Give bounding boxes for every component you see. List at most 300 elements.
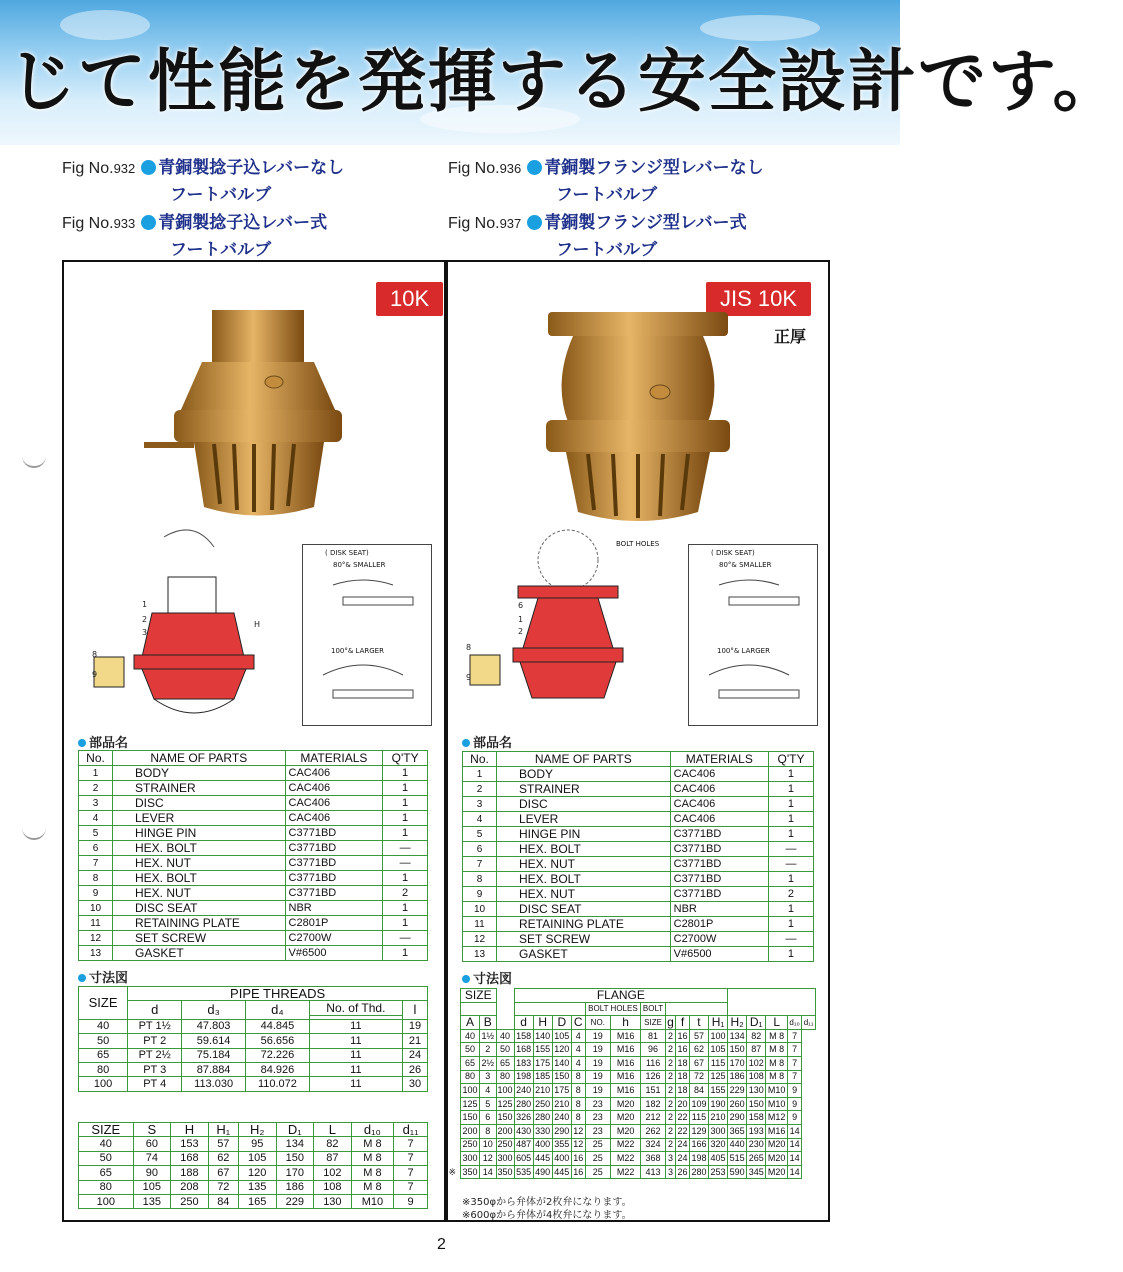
spacer xyxy=(496,989,514,1030)
table-header-cell: d₁₁ xyxy=(394,1123,428,1137)
table-cell: 47.803 xyxy=(182,1019,246,1033)
table-cell: 260 xyxy=(728,1097,747,1111)
table-cell: 120 xyxy=(552,1043,571,1057)
table-cell: 14 xyxy=(788,1138,802,1152)
table-cell: 12 xyxy=(480,1152,496,1166)
table-cell: 16 xyxy=(676,1043,690,1057)
table-cell: 26 xyxy=(402,1062,427,1076)
part-no: 12 xyxy=(79,931,113,946)
table-header-cell: SIZE xyxy=(641,1016,666,1030)
part-material: NBR xyxy=(670,902,768,917)
table-row xyxy=(79,931,428,946)
table-cell: 320 xyxy=(709,1138,728,1152)
note-2: ※600φから弁体が4枚弁になります。 xyxy=(462,1210,632,1221)
table-cell: 345 xyxy=(747,1165,766,1179)
table-cell: 8 xyxy=(480,1124,496,1138)
table-row xyxy=(79,901,428,916)
part-material: C3771BD xyxy=(670,842,768,857)
table-row xyxy=(461,1070,816,1084)
flange-col-size-spacer xyxy=(461,1002,497,1016)
table-row xyxy=(79,811,428,826)
thread-col-d: d xyxy=(128,1001,182,1019)
part-name: HINGE PIN xyxy=(113,826,286,841)
part-name: DISC SEAT xyxy=(113,901,286,916)
table-cell: 140 xyxy=(552,1056,571,1070)
table-cell: 300 xyxy=(709,1124,728,1138)
small-size-label: 80°& SMALLER xyxy=(719,561,772,569)
table-cell: 300 xyxy=(461,1152,480,1166)
table-cell: 12 xyxy=(571,1138,585,1152)
table-cell: 3 xyxy=(665,1165,675,1179)
part-material: CAC406 xyxy=(670,797,768,812)
table-cell: M 8 xyxy=(766,1070,788,1084)
table-cell: 175 xyxy=(533,1056,552,1070)
table-row xyxy=(79,781,428,796)
parts-title: 部品名 xyxy=(462,732,512,751)
part-no: 11 xyxy=(463,917,497,932)
asterisk-mark: ※ xyxy=(448,1166,457,1177)
table-cell: 166 xyxy=(689,1138,708,1152)
table-row xyxy=(79,916,428,931)
part-name: DISC xyxy=(113,796,286,811)
table-row xyxy=(463,932,814,947)
part-material: C3771BD xyxy=(285,826,383,841)
table-cell: 265 xyxy=(747,1152,766,1166)
table-header-cell: NO. xyxy=(585,1016,610,1030)
part-qty: 1 xyxy=(383,766,428,781)
table-cell: 229 xyxy=(276,1194,314,1208)
table-cell: 193 xyxy=(747,1124,766,1138)
table-cell: 7 xyxy=(788,1056,802,1070)
table-cell: 326 xyxy=(514,1111,533,1125)
table-cell: 65 xyxy=(496,1056,514,1070)
part-material: V#6500 xyxy=(285,946,383,961)
flange-col-flange: FLANGE xyxy=(514,989,728,1003)
thread-col-thd: No. of Thd. xyxy=(309,1001,402,1015)
page-number: 2 xyxy=(437,1236,446,1253)
bullet-icon xyxy=(141,215,156,230)
part-no: 10 xyxy=(79,901,113,916)
table-cell: M 8 xyxy=(351,1166,393,1180)
bullet-icon xyxy=(462,975,470,983)
table-cell: M16 xyxy=(610,1084,640,1098)
part-no: 5 xyxy=(463,827,497,842)
table-cell: 115 xyxy=(689,1111,708,1125)
bolt-holes-label: BOLT HOLES xyxy=(616,540,660,548)
table-cell: 108 xyxy=(747,1070,766,1084)
table-cell: 1½ xyxy=(480,1029,496,1043)
table-cell: 62 xyxy=(208,1151,238,1165)
table-cell: 24 xyxy=(676,1138,690,1152)
table-cell: M16 xyxy=(610,1070,640,1084)
table-cell: 2 xyxy=(665,1138,675,1152)
table-cell: 168 xyxy=(171,1151,209,1165)
part-qty: 1 xyxy=(768,827,813,842)
fig-prefix: Fig No. xyxy=(62,215,114,232)
table-header-cell: D xyxy=(552,1016,571,1030)
part-no: 6 xyxy=(463,842,497,857)
part-qty: 2 xyxy=(383,886,428,901)
table-cell: M20 xyxy=(766,1152,788,1166)
table-cell: 23 xyxy=(585,1111,610,1125)
table-cell: 487 xyxy=(514,1138,533,1152)
table-cell: 2 xyxy=(665,1124,675,1138)
table-cell: 100 xyxy=(79,1194,134,1208)
table-cell: M20 xyxy=(766,1165,788,1179)
table-cell: 165 xyxy=(238,1194,276,1208)
fig-subname: フートバルブ xyxy=(170,185,272,205)
part-no: 4 xyxy=(463,812,497,827)
table-cell: 105 xyxy=(133,1180,171,1194)
table-cell: 24 xyxy=(402,1048,427,1062)
table-header-cell: H₂ xyxy=(238,1123,276,1137)
banner-headline: じて性能を発揮する安全設計です。 xyxy=(8,43,1123,122)
fig-label-937 xyxy=(448,208,747,260)
part-qty: 1 xyxy=(383,796,428,811)
table-cell: 250 xyxy=(496,1138,514,1152)
table-cell: 3 xyxy=(665,1152,675,1166)
table-cell: 74 xyxy=(133,1151,171,1165)
table-cell: 605 xyxy=(514,1152,533,1166)
part-qty: 1 xyxy=(768,797,813,812)
table-cell: 153 xyxy=(171,1137,209,1151)
binder-hole xyxy=(22,456,46,468)
table-header-cell: d₁₀ xyxy=(788,1016,802,1030)
part-qty: 1 xyxy=(383,901,428,916)
table-cell: 12 xyxy=(571,1124,585,1138)
disk-seat-detail xyxy=(688,544,818,726)
table-cell: 229 xyxy=(728,1084,747,1098)
part-qty: 1 xyxy=(383,946,428,961)
part-material: CAC406 xyxy=(670,782,768,797)
table-cell: 59.614 xyxy=(182,1034,246,1048)
part-material: CAC406 xyxy=(670,812,768,827)
table-cell: 330 xyxy=(533,1124,552,1138)
table-cell: 16 xyxy=(571,1165,585,1179)
table-cell: 2 xyxy=(665,1056,675,1070)
table-cell: 14 xyxy=(480,1165,496,1179)
table-cell: 24 xyxy=(676,1152,690,1166)
part-name: SET SCREW xyxy=(113,931,286,946)
table-cell: 253 xyxy=(709,1165,728,1179)
table-cell: 6 xyxy=(480,1111,496,1125)
table-row xyxy=(79,766,428,781)
table-cell: 280 xyxy=(514,1097,533,1111)
table-header-cell: H₁ xyxy=(709,1016,728,1030)
flange-table xyxy=(448,987,816,1179)
part-qty: 1 xyxy=(768,902,813,917)
svg-text:H: H xyxy=(254,620,261,629)
table-cell: 8 xyxy=(571,1097,585,1111)
table-cell: 40 xyxy=(461,1029,480,1043)
table-cell: 151 xyxy=(641,1084,666,1098)
part-name: BODY xyxy=(497,767,671,782)
table-row xyxy=(463,797,814,812)
threaded-valve-photo xyxy=(154,292,354,527)
part-no: 7 xyxy=(79,856,113,871)
table-cell: 355 xyxy=(552,1138,571,1152)
table-row xyxy=(463,857,814,872)
part-name: RETAINING PLATE xyxy=(497,917,671,932)
table-row xyxy=(79,1194,428,1208)
table-cell: 130 xyxy=(747,1084,766,1098)
table-cell: 324 xyxy=(641,1138,666,1152)
table-cell: 90 xyxy=(133,1166,171,1180)
table-cell: 8 xyxy=(571,1111,585,1125)
part-name: HEX. BOLT xyxy=(497,872,671,887)
table-cell: 109 xyxy=(689,1097,708,1111)
flange-col-blank2 xyxy=(514,1002,585,1016)
table-cell: 170 xyxy=(276,1166,314,1180)
part-qty: — xyxy=(768,842,813,857)
fig-name: 青銅製捻子込レバー式 xyxy=(158,213,328,233)
table-cell: 405 xyxy=(709,1152,728,1166)
fig-number: 936 xyxy=(499,161,522,176)
table-cell: 22 xyxy=(676,1124,690,1138)
table-cell: PT 1½ xyxy=(128,1019,182,1033)
table-header-cell: d xyxy=(514,1016,533,1030)
part-name: LEVER xyxy=(497,812,671,827)
fig-name: 青銅製フランジ型レバー式 xyxy=(544,213,747,233)
table-cell: 108 xyxy=(314,1180,352,1194)
table-cell: PT 2 xyxy=(128,1034,182,1048)
table-cell: 11 xyxy=(309,1077,402,1091)
part-no: 13 xyxy=(463,947,497,962)
table-row xyxy=(461,1084,816,1098)
svg-text:8: 8 xyxy=(466,643,472,652)
parts-table-right xyxy=(462,751,814,962)
table-header-cell: S xyxy=(133,1123,171,1137)
table-cell: 430 xyxy=(514,1124,533,1138)
table-cell: 200 xyxy=(461,1124,480,1138)
table-row xyxy=(79,796,428,811)
part-name: BODY xyxy=(113,766,286,781)
table-cell: 125 xyxy=(461,1097,480,1111)
table-cell: 125 xyxy=(496,1097,514,1111)
part-material: C2700W xyxy=(670,932,768,947)
table-cell: 134 xyxy=(276,1137,314,1151)
disk-seat-label: ( DISK SEAT) xyxy=(711,549,755,557)
table-cell: 110.072 xyxy=(246,1077,310,1091)
table-cell: 125 xyxy=(709,1070,728,1084)
part-name: STRAINER xyxy=(113,781,286,796)
table-cell: 25 xyxy=(585,1138,610,1152)
table-cell: 67 xyxy=(689,1056,708,1070)
table-cell: 134 xyxy=(728,1029,747,1043)
svg-text:6: 6 xyxy=(518,601,524,610)
col-materials: MATERIALS xyxy=(285,751,383,766)
table-cell: 250 xyxy=(171,1194,209,1208)
table-cell: 57 xyxy=(689,1029,708,1043)
table-cell: 400 xyxy=(533,1138,552,1152)
dims-title: 寸法図 xyxy=(462,968,512,987)
thread-col-group: PIPE THREADS xyxy=(128,987,428,1001)
table-cell: 210 xyxy=(552,1097,571,1111)
table-header-cell: t xyxy=(689,1016,708,1030)
part-no: 8 xyxy=(463,872,497,887)
disk-seat-sketch xyxy=(689,545,817,725)
part-no: 4 xyxy=(79,811,113,826)
table-header-cell: SIZE xyxy=(79,1123,134,1137)
table-cell: 23 xyxy=(585,1097,610,1111)
part-qty: 1 xyxy=(768,872,813,887)
part-qty: 1 xyxy=(768,767,813,782)
table-cell: 16 xyxy=(676,1029,690,1043)
table-cell: 445 xyxy=(552,1165,571,1179)
table-cell: 2 xyxy=(665,1084,675,1098)
table-cell: 87.884 xyxy=(182,1062,246,1076)
part-qty: 1 xyxy=(768,947,813,962)
table-header-cell: H₂ xyxy=(728,1016,747,1030)
svg-text:1: 1 xyxy=(142,600,148,609)
table-cell: 16 xyxy=(571,1152,585,1166)
table-cell: 30 xyxy=(402,1077,427,1091)
table-cell: M22 xyxy=(610,1165,640,1179)
table-cell: 240 xyxy=(552,1111,571,1125)
table-cell: 50 xyxy=(461,1043,480,1057)
part-no: 3 xyxy=(79,796,113,811)
thread-col-d4: d₄ xyxy=(246,1001,310,1019)
table-row xyxy=(79,1019,428,1033)
table-cell: M10 xyxy=(766,1097,788,1111)
table-row xyxy=(79,826,428,841)
part-qty: 2 xyxy=(768,887,813,902)
table-cell: 4 xyxy=(480,1084,496,1098)
table-cell: 2 xyxy=(665,1111,675,1125)
part-name: STRAINER xyxy=(497,782,671,797)
flange-col-bolt: BOLT xyxy=(641,1002,666,1016)
table-cell: M20 xyxy=(766,1138,788,1152)
part-material: C3771BD xyxy=(670,827,768,842)
part-no: 13 xyxy=(79,946,113,961)
table-row xyxy=(463,812,814,827)
fig-label-933 xyxy=(62,208,328,260)
threaded-valve-diagram xyxy=(84,527,264,727)
table-cell: 14 xyxy=(788,1165,802,1179)
table-cell: 155 xyxy=(533,1043,552,1057)
parts-title: 部品名 xyxy=(78,732,128,751)
part-no: 9 xyxy=(79,886,113,901)
table-header-cell: D₁ xyxy=(747,1016,766,1030)
table-cell: 96 xyxy=(641,1043,666,1057)
table-cell: 158 xyxy=(747,1111,766,1125)
table-cell: 4 xyxy=(571,1029,585,1043)
table-cell: 200 xyxy=(496,1124,514,1138)
part-name: HEX. NUT xyxy=(497,857,671,872)
table-cell: M12 xyxy=(766,1111,788,1125)
table-cell: 50 xyxy=(79,1151,134,1165)
bullet-icon xyxy=(527,160,542,175)
table-row xyxy=(79,1062,428,1076)
table-cell: 158 xyxy=(514,1029,533,1043)
table-cell: M10 xyxy=(766,1084,788,1098)
table-cell: 65 xyxy=(461,1056,480,1070)
table-cell: 185 xyxy=(533,1070,552,1084)
part-name: HEX. BOLT xyxy=(497,842,671,857)
table-cell: M 8 xyxy=(766,1056,788,1070)
fig-subname: フートバルブ xyxy=(556,240,658,260)
table-cell: M16 xyxy=(610,1029,640,1043)
part-material: V#6500 xyxy=(670,947,768,962)
right-panel xyxy=(446,260,830,1222)
part-qty: — xyxy=(768,857,813,872)
fig-label-936 xyxy=(448,153,764,205)
fig-prefix: Fig No. xyxy=(448,215,500,232)
table-cell: 84.926 xyxy=(246,1062,310,1076)
part-material: C3771BD xyxy=(285,856,383,871)
table-cell: 100 xyxy=(461,1084,480,1098)
table-cell: 182 xyxy=(641,1097,666,1111)
table-cell: 19 xyxy=(585,1070,610,1084)
table-cell: 240 xyxy=(514,1084,533,1098)
table-row xyxy=(463,917,814,932)
table-cell: 9 xyxy=(788,1084,802,1098)
size-table xyxy=(78,1122,428,1209)
part-name: DISC SEAT xyxy=(497,902,671,917)
table-header-cell: H₁ xyxy=(208,1123,238,1137)
table-cell: M20 xyxy=(610,1111,640,1125)
thread-col-size: SIZE xyxy=(79,987,128,1020)
svg-text:9: 9 xyxy=(466,673,472,682)
table-cell: 9 xyxy=(788,1097,802,1111)
table-cell: 208 xyxy=(171,1180,209,1194)
dims-title: 寸法図 xyxy=(78,967,128,986)
table-row xyxy=(461,1138,816,1152)
table-cell: 7 xyxy=(788,1029,802,1043)
table-cell: 250 xyxy=(533,1097,552,1111)
table-cell: 40 xyxy=(496,1029,514,1043)
svg-text:8: 8 xyxy=(92,650,98,659)
table-cell: 140 xyxy=(533,1029,552,1043)
col-qty: Q'TY xyxy=(768,752,813,767)
table-cell: 105 xyxy=(709,1043,728,1057)
table-cell: 365 xyxy=(728,1124,747,1138)
table-cell: M 8 xyxy=(351,1180,393,1194)
part-name: HEX. NUT xyxy=(113,856,286,871)
table-cell: 210 xyxy=(533,1084,552,1098)
table-cell: 8 xyxy=(571,1070,585,1084)
table-cell: 8 xyxy=(571,1084,585,1098)
fig-prefix: Fig No. xyxy=(62,160,114,177)
table-cell: 290 xyxy=(728,1111,747,1125)
fig-number: 932 xyxy=(113,161,136,176)
table-cell: 198 xyxy=(689,1152,708,1166)
part-material: NBR xyxy=(285,901,383,916)
col-materials: MATERIALS xyxy=(670,752,768,767)
table-cell: 11 xyxy=(309,1062,402,1076)
part-name: HEX. NUT xyxy=(497,887,671,902)
table-cell: 150 xyxy=(461,1111,480,1125)
table-row xyxy=(79,856,428,871)
table-cell: 290 xyxy=(552,1124,571,1138)
table-cell: 18 xyxy=(676,1084,690,1098)
large-size-label: 100°& LARGER xyxy=(717,647,770,655)
col-name: NAME OF PARTS xyxy=(113,751,286,766)
table-cell: 445 xyxy=(533,1152,552,1166)
table-row xyxy=(461,1097,816,1111)
part-name: GASKET xyxy=(497,947,671,962)
table-row xyxy=(79,841,428,856)
part-no: 12 xyxy=(463,932,497,947)
table-cell: 186 xyxy=(728,1070,747,1084)
table-cell: 95 xyxy=(238,1137,276,1151)
table-cell: 26 xyxy=(676,1165,690,1179)
table-cell: 102 xyxy=(747,1056,766,1070)
table-cell: 19 xyxy=(585,1043,610,1057)
table-cell: 82 xyxy=(314,1137,352,1151)
table-cell: 56.656 xyxy=(246,1034,310,1048)
part-material: C2700W xyxy=(285,931,383,946)
